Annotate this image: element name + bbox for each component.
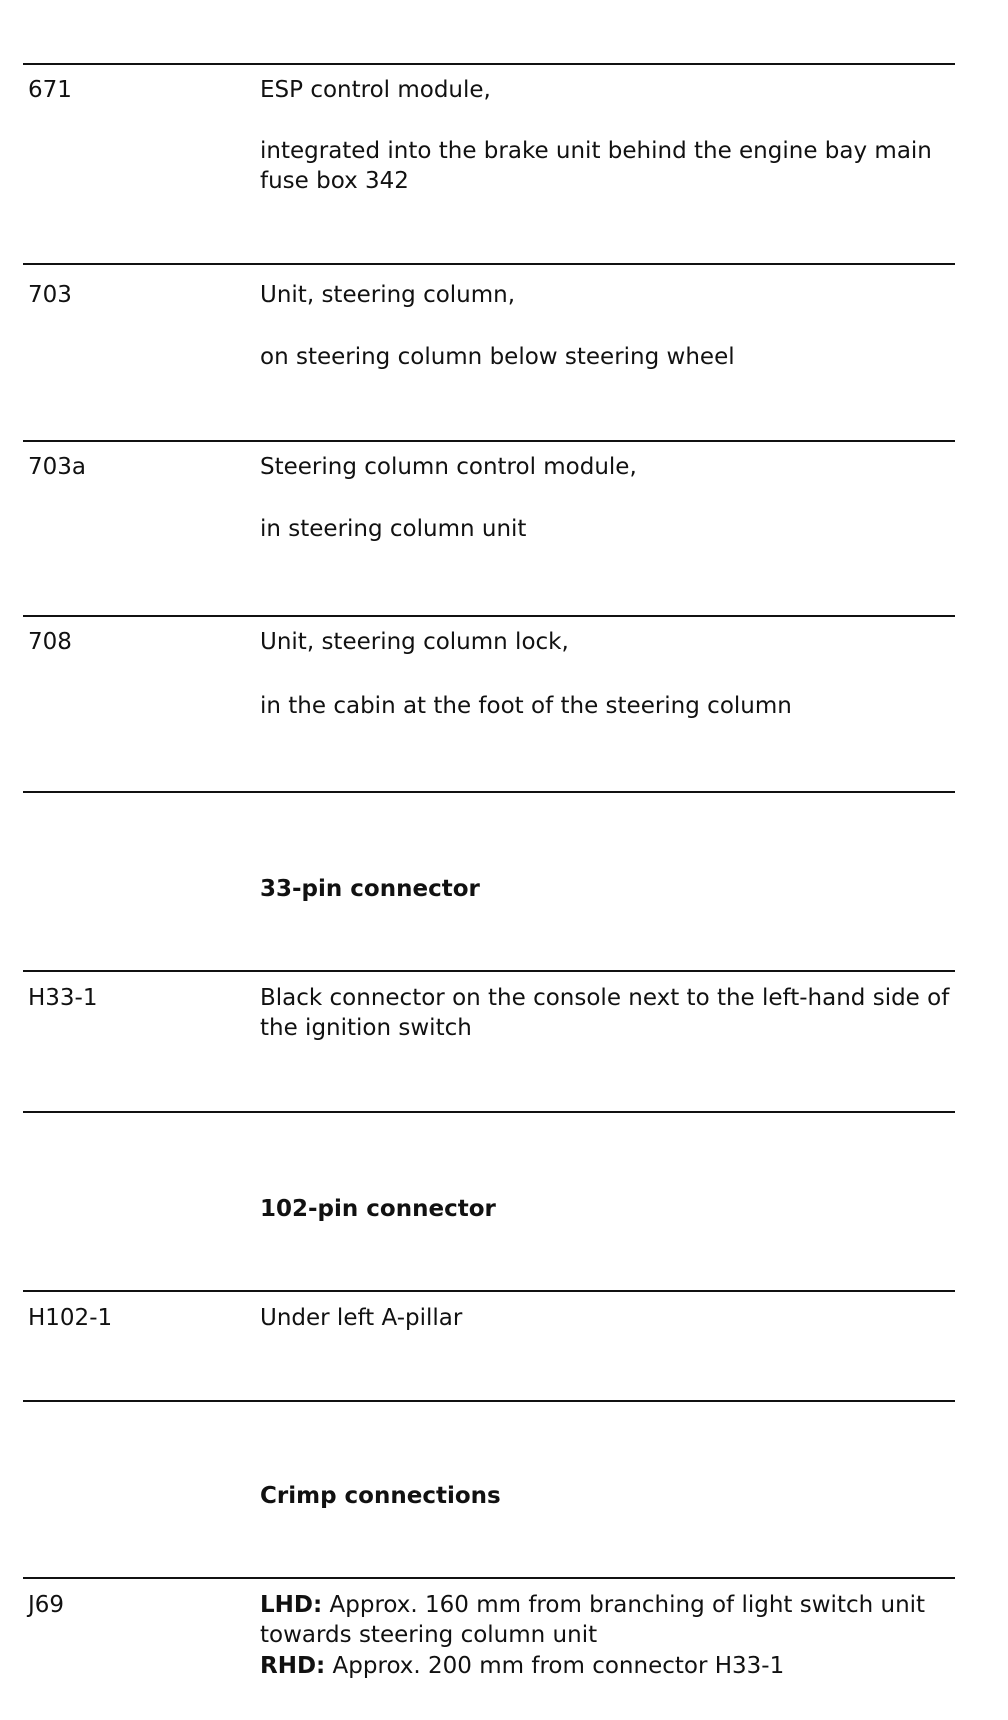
table-divider — [23, 970, 955, 972]
crimp-rhd-location — [260, 1651, 950, 1681]
connector-location: Under left A-pillar — [260, 1305, 463, 1331]
component-code: 671 — [28, 77, 72, 103]
table-divider — [23, 1290, 955, 1292]
connector-code: H33-1 — [28, 985, 98, 1011]
table-divider — [23, 440, 955, 442]
component-title: Unit, steering column lock, — [260, 629, 569, 655]
component-title: Steering column control module, — [260, 454, 637, 480]
component-title: Unit, steering column, — [260, 282, 516, 308]
component-location: in the cabin at the foot of the steering column — [260, 693, 792, 719]
component-title: ESP control module, — [260, 77, 491, 103]
section-heading: 33-pin connector — [260, 876, 480, 902]
table-divider — [23, 791, 955, 793]
crimp-lhd-location — [260, 1590, 950, 1650]
component-code: 708 — [28, 629, 72, 655]
component-code: 703a — [28, 454, 86, 480]
connector-location: Black connector on the console next to the left-hand side of the ignition switch — [260, 985, 950, 1041]
crimp-code: J69 — [28, 1592, 65, 1618]
table-divider — [23, 63, 955, 65]
table-divider — [23, 263, 955, 265]
component-location: integrated into the brake unit behind the engine bay main fuse box 342 — [260, 138, 932, 194]
table-divider — [23, 1577, 955, 1579]
section-heading: 102-pin connector — [260, 1196, 496, 1222]
table-divider — [23, 1400, 955, 1402]
component-location: in steering column unit — [260, 516, 527, 542]
table-divider — [23, 1111, 955, 1113]
lhd-text: Approx. 160 mm from branching of light switch unit towards steering column unit — [260, 1592, 926, 1648]
rhd-label: RHD: — [260, 1653, 326, 1679]
rhd-text: Approx. 200 mm from connector H33-1 — [325, 1653, 785, 1679]
component-code: 703 — [28, 282, 72, 308]
table-divider — [23, 615, 955, 617]
component-location: on steering column below steering wheel — [260, 344, 735, 370]
lhd-label: LHD: — [260, 1592, 323, 1618]
section-heading: Crimp connections — [260, 1483, 501, 1509]
connector-code: H102-1 — [28, 1305, 113, 1331]
